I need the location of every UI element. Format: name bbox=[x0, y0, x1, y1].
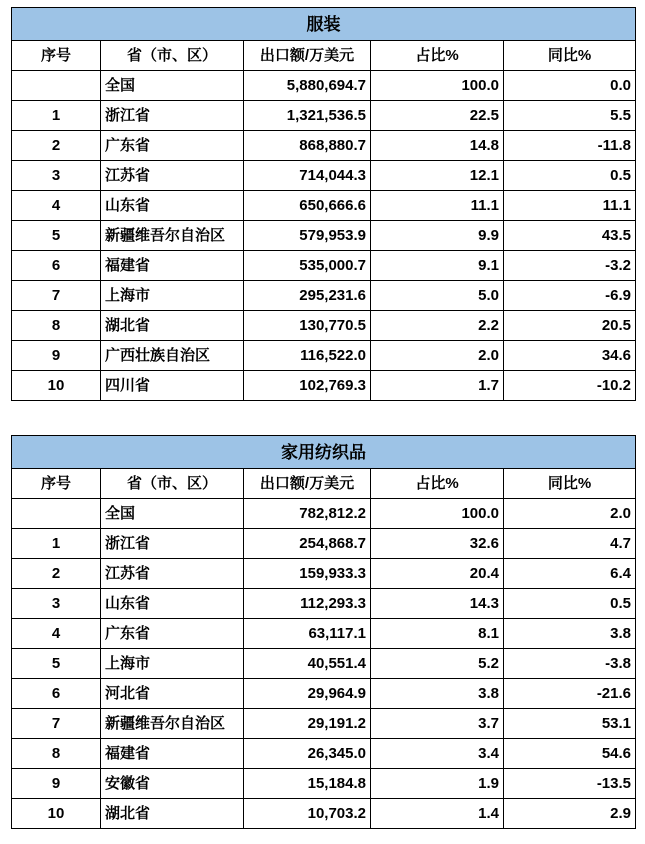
cell-index: 8 bbox=[12, 311, 101, 341]
cell-province: 广西壮族自治区 bbox=[101, 341, 244, 371]
cell-export-value: 535,000.7 bbox=[244, 251, 371, 281]
cell-province: 广东省 bbox=[101, 619, 244, 649]
cell-index: 1 bbox=[12, 529, 101, 559]
column-header-share: 占比% bbox=[371, 469, 504, 499]
cell-share: 5.0 bbox=[371, 281, 504, 311]
cell-export-value: 15,184.8 bbox=[244, 769, 371, 799]
cell-share: 14.3 bbox=[371, 589, 504, 619]
cell-export-value: 130,770.5 bbox=[244, 311, 371, 341]
cell-province: 江苏省 bbox=[101, 161, 244, 191]
cell-province: 山东省 bbox=[101, 589, 244, 619]
cell-export-value: 116,522.0 bbox=[244, 341, 371, 371]
cell-share: 1.4 bbox=[371, 799, 504, 829]
cell-province: 湖北省 bbox=[101, 311, 244, 341]
cell-province: 全国 bbox=[101, 499, 244, 529]
cell-export-value: 1,321,536.5 bbox=[244, 101, 371, 131]
cell-index: 7 bbox=[12, 281, 101, 311]
cell-share: 3.7 bbox=[371, 709, 504, 739]
table-row bbox=[12, 559, 636, 589]
cell-yoy: 4.7 bbox=[504, 529, 636, 559]
cell-export-value: 29,191.2 bbox=[244, 709, 371, 739]
cell-index: 3 bbox=[12, 161, 101, 191]
cell-province: 新疆维吾尔自治区 bbox=[101, 221, 244, 251]
cell-share: 20.4 bbox=[371, 559, 504, 589]
column-header-share: 占比% bbox=[371, 41, 504, 71]
cell-yoy: 11.1 bbox=[504, 191, 636, 221]
cell-index bbox=[12, 499, 101, 529]
cell-export-value: 112,293.3 bbox=[244, 589, 371, 619]
cell-export-value: 102,769.3 bbox=[244, 371, 371, 401]
cell-index: 10 bbox=[12, 799, 101, 829]
cell-index: 9 bbox=[12, 769, 101, 799]
column-header-index: 序号 bbox=[12, 41, 101, 71]
cell-index: 10 bbox=[12, 371, 101, 401]
cell-yoy: 3.8 bbox=[504, 619, 636, 649]
home-textile-table-title: 家用纺织品 bbox=[12, 436, 636, 469]
cell-export-value: 26,345.0 bbox=[244, 739, 371, 769]
cell-yoy: -11.8 bbox=[504, 131, 636, 161]
cell-index: 9 bbox=[12, 341, 101, 371]
cell-yoy: -13.5 bbox=[504, 769, 636, 799]
cell-index: 1 bbox=[12, 101, 101, 131]
table-row bbox=[12, 131, 636, 161]
table-row bbox=[12, 221, 636, 251]
cell-province: 福建省 bbox=[101, 739, 244, 769]
cell-province: 河北省 bbox=[101, 679, 244, 709]
cell-share: 100.0 bbox=[371, 499, 504, 529]
table-row bbox=[12, 649, 636, 679]
cell-share: 8.1 bbox=[371, 619, 504, 649]
cell-share: 22.5 bbox=[371, 101, 504, 131]
column-header-export: 出口额/万美元 bbox=[244, 41, 371, 71]
cell-export-value: 10,703.2 bbox=[244, 799, 371, 829]
cell-yoy: 34.6 bbox=[504, 341, 636, 371]
cell-province: 江苏省 bbox=[101, 559, 244, 589]
cell-export-value: 159,933.3 bbox=[244, 559, 371, 589]
cell-yoy: -3.2 bbox=[504, 251, 636, 281]
cell-export-value: 714,044.3 bbox=[244, 161, 371, 191]
cell-yoy: -10.2 bbox=[504, 371, 636, 401]
cell-share: 11.1 bbox=[371, 191, 504, 221]
cell-index: 4 bbox=[12, 619, 101, 649]
cell-share: 9.9 bbox=[371, 221, 504, 251]
cell-export-value: 254,868.7 bbox=[244, 529, 371, 559]
cell-share: 2.0 bbox=[371, 341, 504, 371]
cell-index: 7 bbox=[12, 709, 101, 739]
cell-index: 2 bbox=[12, 559, 101, 589]
cell-export-value: 29,964.9 bbox=[244, 679, 371, 709]
cell-export-value: 40,551.4 bbox=[244, 649, 371, 679]
cell-yoy: 2.0 bbox=[504, 499, 636, 529]
cell-share: 5.2 bbox=[371, 649, 504, 679]
column-header-province: 省（市、区） bbox=[101, 41, 244, 71]
table-row bbox=[12, 311, 636, 341]
cell-yoy: 2.9 bbox=[504, 799, 636, 829]
cell-province: 安徽省 bbox=[101, 769, 244, 799]
cell-province: 福建省 bbox=[101, 251, 244, 281]
home-textile-export-table bbox=[11, 435, 636, 829]
cell-share: 32.6 bbox=[371, 529, 504, 559]
cell-share: 3.4 bbox=[371, 739, 504, 769]
apparel-table-body bbox=[12, 71, 636, 401]
cell-export-value: 868,880.7 bbox=[244, 131, 371, 161]
cell-index: 6 bbox=[12, 679, 101, 709]
table-row bbox=[12, 161, 636, 191]
cell-yoy: 43.5 bbox=[504, 221, 636, 251]
cell-index: 2 bbox=[12, 131, 101, 161]
cell-yoy: 5.5 bbox=[504, 101, 636, 131]
cell-province: 湖北省 bbox=[101, 799, 244, 829]
cell-yoy: 54.6 bbox=[504, 739, 636, 769]
cell-share: 9.1 bbox=[371, 251, 504, 281]
cell-export-value: 63,117.1 bbox=[244, 619, 371, 649]
table-row bbox=[12, 499, 636, 529]
apparel-export-table bbox=[11, 7, 636, 401]
table-row bbox=[12, 799, 636, 829]
cell-share: 1.9 bbox=[371, 769, 504, 799]
cell-export-value: 5,880,694.7 bbox=[244, 71, 371, 101]
cell-index bbox=[12, 71, 101, 101]
table-row bbox=[12, 281, 636, 311]
cell-province: 广东省 bbox=[101, 131, 244, 161]
table-row bbox=[12, 739, 636, 769]
column-header-yoy: 同比% bbox=[504, 41, 636, 71]
column-header-province: 省（市、区） bbox=[101, 469, 244, 499]
cell-province: 全国 bbox=[101, 71, 244, 101]
cell-share: 1.7 bbox=[371, 371, 504, 401]
cell-yoy: -21.6 bbox=[504, 679, 636, 709]
cell-yoy: 0.0 bbox=[504, 71, 636, 101]
apparel-table-title: 服装 bbox=[12, 8, 636, 41]
cell-yoy: 6.4 bbox=[504, 559, 636, 589]
column-header-export: 出口额/万美元 bbox=[244, 469, 371, 499]
cell-index: 8 bbox=[12, 739, 101, 769]
cell-share: 3.8 bbox=[371, 679, 504, 709]
cell-yoy: 20.5 bbox=[504, 311, 636, 341]
table-row bbox=[12, 101, 636, 131]
cell-province: 新疆维吾尔自治区 bbox=[101, 709, 244, 739]
cell-province: 四川省 bbox=[101, 371, 244, 401]
cell-index: 6 bbox=[12, 251, 101, 281]
cell-yoy: 0.5 bbox=[504, 589, 636, 619]
cell-province: 浙江省 bbox=[101, 101, 244, 131]
cell-yoy: -3.8 bbox=[504, 649, 636, 679]
table-row bbox=[12, 709, 636, 739]
cell-export-value: 782,812.2 bbox=[244, 499, 371, 529]
cell-export-value: 650,666.6 bbox=[244, 191, 371, 221]
cell-index: 3 bbox=[12, 589, 101, 619]
cell-yoy: -6.9 bbox=[504, 281, 636, 311]
table-row bbox=[12, 341, 636, 371]
table-row bbox=[12, 191, 636, 221]
table-row bbox=[12, 371, 636, 401]
table-row bbox=[12, 251, 636, 281]
table-row bbox=[12, 769, 636, 799]
column-header-yoy: 同比% bbox=[504, 469, 636, 499]
cell-export-value: 579,953.9 bbox=[244, 221, 371, 251]
cell-share: 100.0 bbox=[371, 71, 504, 101]
table-row bbox=[12, 71, 636, 101]
cell-yoy: 0.5 bbox=[504, 161, 636, 191]
cell-province: 山东省 bbox=[101, 191, 244, 221]
cell-index: 5 bbox=[12, 649, 101, 679]
cell-index: 5 bbox=[12, 221, 101, 251]
cell-index: 4 bbox=[12, 191, 101, 221]
cell-share: 2.2 bbox=[371, 311, 504, 341]
cell-yoy: 53.1 bbox=[504, 709, 636, 739]
home-textile-table-body bbox=[12, 499, 636, 829]
cell-export-value: 295,231.6 bbox=[244, 281, 371, 311]
table-row bbox=[12, 529, 636, 559]
table-row bbox=[12, 619, 636, 649]
cell-share: 14.8 bbox=[371, 131, 504, 161]
column-header-index: 序号 bbox=[12, 469, 101, 499]
cell-province: 浙江省 bbox=[101, 529, 244, 559]
cell-province: 上海市 bbox=[101, 281, 244, 311]
table-row bbox=[12, 589, 636, 619]
cell-province: 上海市 bbox=[101, 649, 244, 679]
cell-share: 12.1 bbox=[371, 161, 504, 191]
table-row bbox=[12, 679, 636, 709]
